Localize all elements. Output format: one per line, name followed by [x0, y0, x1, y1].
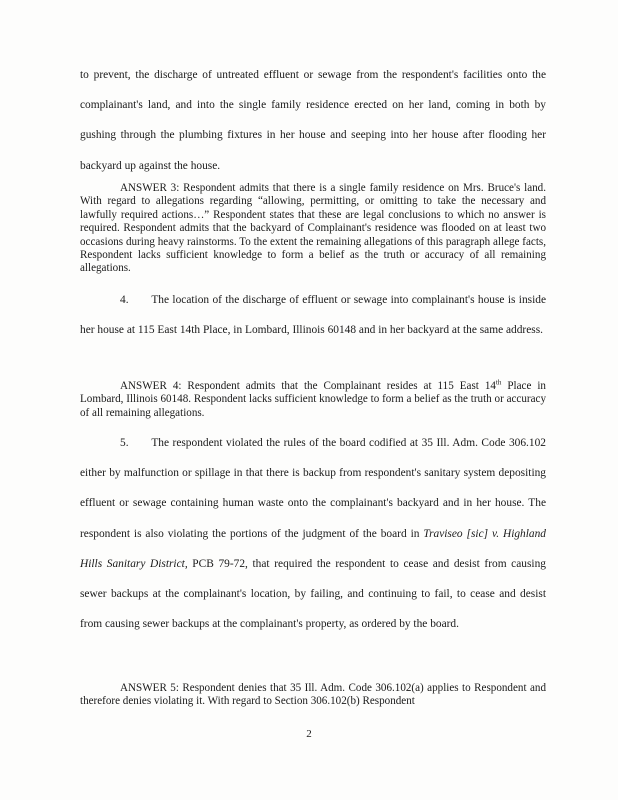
case-citation: Traviseo [sic] v. Highland Hills Sanitary District, [80, 527, 547, 570]
answer-text-cont: Place in Lombard, Illinois 60148. Respondent lacks sufficient knowledge to form a belief as the truth or accuracy of all remaining allegations. [80, 380, 546, 419]
paragraph-text: 5. The respondent violated the rules of the board codified at 35 Ill. Adm. Code 306.102 either by malfunction or spillage in that there is backup from respondent's sanitary system depositing effluent or sewage containing human waste onto the complainant's backyard and in her house. The respondent is also violating the portions of the judgment of the board in [80, 437, 546, 540]
paragraph-4 [80, 285, 546, 345]
superscript-th: th [495, 378, 502, 387]
paragraph-text: 4. The location of the discharge of effluent or sewage into complainant's house is inside her house at 115 East 14th Place, in Lombard, Illinois 60148 and in her backyard at the same address. [80, 294, 546, 337]
page-number: 2 [306, 728, 312, 740]
paragraph-text: to prevent, the discharge of untreated effluent or sewage from the respondent's facilities onto the complainant's land, and into the single family residence erected on her land, coming in both by gushing through the plumbing fixtures in her house and seeping into her house after flooding her backyard up against the house. [80, 69, 546, 172]
answer-3 [80, 182, 546, 276]
answer-4 [80, 380, 546, 420]
paragraph-3-continuation [80, 60, 546, 181]
paragraph-text-cont: PCB 79-72, that required the respondent to cease and desist from causing sewer backups at the complainant's location, by failing, and continuing to fail, to cease and desist from causing sewer backups at the complainant's property, as ordered by the board. [80, 557, 546, 631]
answer-text: ANSWER 5: Respondent denies that 35 Ill. Adm. Code 306.102(a) applies to Respondent and therefore denies violating it. With regard to Section 306.102(b) Respondent [80, 682, 546, 708]
paragraph-5 [80, 428, 546, 639]
answer-text: ANSWER 4: Respondent admits that the Complainant resides at 115 East 14 [120, 380, 496, 392]
answer-text: ANSWER 3: Respondent admits that there is a single family residence on Mrs. Bruce's land. With regard to allegations regarding “allowing, permitting, or omitting to take the necessary and lawfully required actions…” Respondent states that these are legal conclusions to which no answer is required. Respondent admits that the backyard of Complainant's residence was flooded on at least two occasions during heavy rainstorms. To the extent the remaining allegations of this paragraph allege facts, Respondent lacks sufficient knowledge to form a belief as the truth or accuracy of all remaining allegations. [80, 182, 546, 275]
answer-5 [80, 682, 546, 709]
